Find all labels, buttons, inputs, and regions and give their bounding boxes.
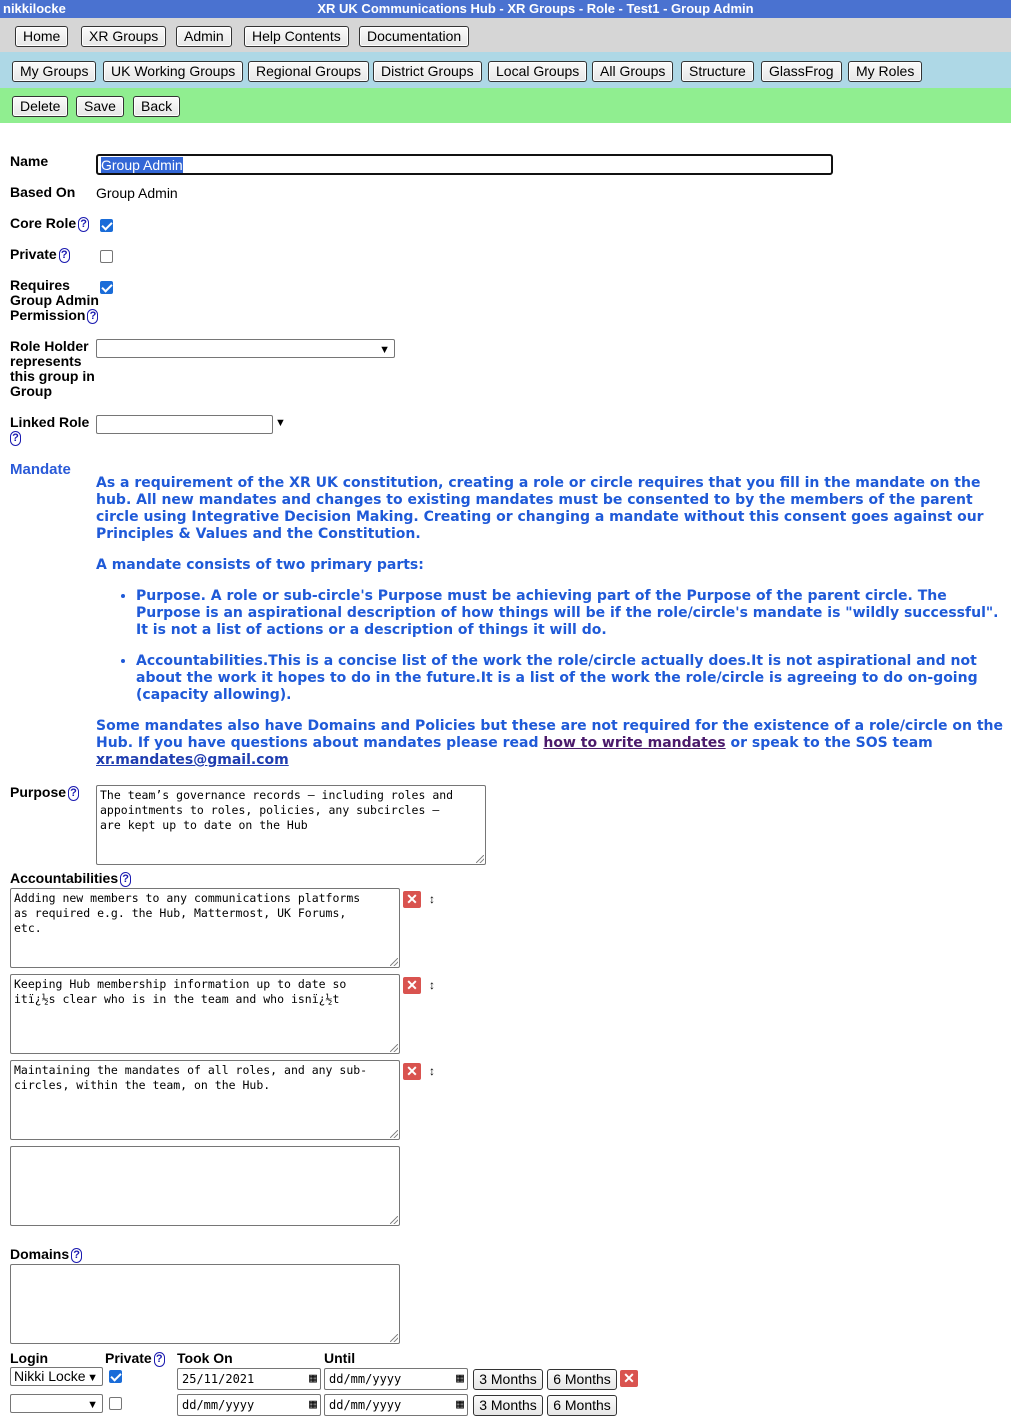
purpose-label: Purpose ? [10, 785, 79, 801]
home-button[interactable]: Home [15, 26, 68, 47]
mandate-info [96, 475, 1008, 783]
help-icon[interactable]: ? [154, 1352, 165, 1367]
accountability-textarea-empty[interactable] [10, 1146, 400, 1226]
three-months-button[interactable]: 3 Months [473, 1395, 543, 1416]
based-on-label: Based On [10, 184, 76, 200]
documentation-button[interactable]: Documentation [359, 26, 469, 47]
until-header: Until [324, 1350, 356, 1366]
help-contents-button[interactable]: Help Contents [244, 26, 349, 47]
my-groups-button[interactable]: My Groups [12, 61, 96, 82]
mandates-email-link[interactable]: xr.mandates@gmail.com [96, 752, 289, 768]
member-private-checkbox[interactable] [109, 1397, 122, 1410]
regional-groups-button[interactable]: Regional Groups [248, 61, 369, 82]
requires-permission-checkbox[interactable] [100, 281, 113, 294]
accountability-textarea[interactable]: Maintaining the mandates of all roles, and any sub- circles, within the team, on the Hub. [10, 1060, 400, 1140]
my-roles-button[interactable]: My Roles [848, 61, 922, 82]
remove-icon[interactable]: ✕ [403, 891, 421, 908]
mandate-intro: As a requirement of the XR UK constitution, creating a role or circle requires that you fill in the mandate on the hub. All new mandates and changes to existing mandates must be consented to by the members of the parent circle using Integrative Decision Making. Creating or changing a mandate without this consent goes against our Principles & Values and the Constitution. [96, 475, 984, 542]
three-months-button[interactable]: 3 Months [473, 1369, 543, 1390]
glassfrog-button[interactable]: GlassFrog [761, 61, 842, 82]
groups-nav-bar [0, 52, 1011, 88]
linked-role-select[interactable] [96, 415, 273, 434]
local-groups-button[interactable]: Local Groups [488, 61, 587, 82]
back-button[interactable]: Back [133, 96, 180, 117]
name-input[interactable] [96, 154, 833, 175]
until-date-input[interactable]: dd/mm/yyyy ▦ [324, 1394, 468, 1416]
remove-member-icon[interactable]: ✕ [620, 1370, 638, 1387]
linked-role-label: Linked Role ? [10, 414, 90, 444]
help-icon[interactable]: ? [120, 872, 131, 887]
help-icon[interactable]: ? [87, 309, 98, 324]
remove-icon[interactable]: ✕ [403, 1063, 421, 1080]
took-on-date-input[interactable]: dd/mm/yyyy ▦ [177, 1394, 321, 1416]
admin-button[interactable]: Admin [176, 26, 232, 47]
sort-handle-icon[interactable]: ↕ [429, 892, 435, 906]
delete-button[interactable]: Delete [12, 96, 68, 117]
mandate-label: Mandate [10, 461, 71, 478]
save-button[interactable]: Save [76, 96, 124, 117]
how-to-write-mandates-link[interactable]: how to write mandates [543, 735, 726, 751]
actions-bar [0, 88, 1011, 123]
all-groups-button[interactable]: All Groups [592, 61, 673, 82]
core-role-label: Core Role ? [10, 216, 89, 232]
name-label: Name [10, 153, 49, 169]
login-header: Login [10, 1350, 49, 1366]
took-on-header: Took On [177, 1350, 233, 1366]
current-user: nikkilocke [3, 1, 66, 16]
page-title: XR UK Communications Hub - XR Groups - Role - Test1 - Group Admin [317, 1, 754, 16]
chevron-down-icon: ▼ [87, 1372, 98, 1384]
mandate-accountabilities-item: • Accountabilities.This is a concise list of the work the role/circle actually does.It is not aspirational and not about the work it hopes to do in the future.It is a list of the work the role/circle is agreeing to do on-going (capacity allowing). [136, 653, 1008, 704]
sort-handle-icon[interactable]: ↕ [429, 978, 435, 992]
domains-textarea[interactable] [10, 1264, 400, 1344]
remove-icon[interactable]: ✕ [403, 977, 421, 994]
core-role-checkbox[interactable] [100, 219, 113, 232]
xr-groups-button[interactable]: XR Groups [81, 26, 166, 47]
calendar-icon[interactable]: ▦ [309, 1397, 317, 1412]
help-icon[interactable]: ? [71, 1248, 82, 1263]
help-icon[interactable]: ? [59, 248, 70, 263]
calendar-icon[interactable]: ▦ [456, 1397, 464, 1412]
structure-button[interactable]: Structure [681, 61, 754, 82]
accountability-textarea[interactable]: Keeping Hub membership information up to date so itï¿½s clear who is in the team and who isnï¿½t [10, 974, 400, 1054]
until-date-input[interactable]: dd/mm/yyyy ▦ [324, 1368, 468, 1390]
login-select[interactable]: Nikki Locke ▼ [10, 1367, 103, 1386]
help-icon[interactable]: ? [78, 217, 89, 232]
six-months-button[interactable]: 6 Months [547, 1395, 617, 1416]
based-on-value: Group Admin [96, 185, 178, 201]
chevron-down-icon: ▼ [379, 344, 390, 356]
chevron-down-icon: ▼ [87, 1399, 98, 1411]
represents-label: Role Holder represents this group in Group [10, 338, 95, 399]
calendar-icon[interactable]: ▦ [309, 1371, 317, 1386]
private-header: Private ? [105, 1350, 165, 1367]
requires-permission-label: Requires Group Admin Permission ? [10, 277, 99, 323]
domains-label: Domains ? [10, 1247, 82, 1263]
chevron-down-icon: ▼ [275, 417, 286, 429]
name-value: Group Admin [101, 157, 183, 173]
accountability-textarea[interactable]: Adding new members to any communications platforms as required e.g. the Hub, Mattermost, UK Forums, etc. [10, 888, 400, 968]
calendar-icon[interactable]: ▦ [456, 1371, 464, 1386]
help-icon[interactable]: ? [10, 431, 21, 446]
main-nav-bar [0, 18, 1011, 52]
represents-group-select[interactable] [96, 339, 395, 358]
member-private-checkbox[interactable] [109, 1370, 122, 1383]
six-months-button[interactable]: 6 Months [547, 1369, 617, 1390]
private-label: Private ? [10, 247, 70, 263]
uk-working-groups-button[interactable]: UK Working Groups [103, 61, 243, 82]
login-select[interactable] [10, 1394, 103, 1413]
district-groups-button[interactable]: District Groups [373, 61, 482, 82]
mandate-footer: Some mandates also have Domains and Policies but these are not required for the existence of a role/circle on the Hub. If you have questions about mandates please read how to write mandates or speak to the SOS team xr.mandates@gmail.com [96, 718, 1004, 768]
sort-handle-icon[interactable]: ↕ [429, 1064, 435, 1078]
took-on-date-input[interactable]: 25/11/2021 ▦ [177, 1368, 321, 1390]
help-icon[interactable]: ? [68, 786, 79, 801]
private-checkbox[interactable] [100, 250, 113, 263]
mandate-parts-heading: A mandate consists of two primary parts: [96, 557, 424, 573]
mandate-purpose-item: • Purpose. A role or sub-circle's Purpose must be achieving part of the Purpose of the parent circle. The Purpose is an aspirational description of how things will be if the role/circle's mandate is "wildly successful". It is not a list of actions or a description of things it will do. [136, 588, 1008, 639]
title-bar [0, 0, 1011, 18]
purpose-textarea[interactable]: The team’s governance records – including roles and appointments to roles, policies, any subcircles – are kept up to date on the Hub [96, 785, 486, 865]
accountabilities-label: Accountabilities ? [10, 871, 131, 887]
